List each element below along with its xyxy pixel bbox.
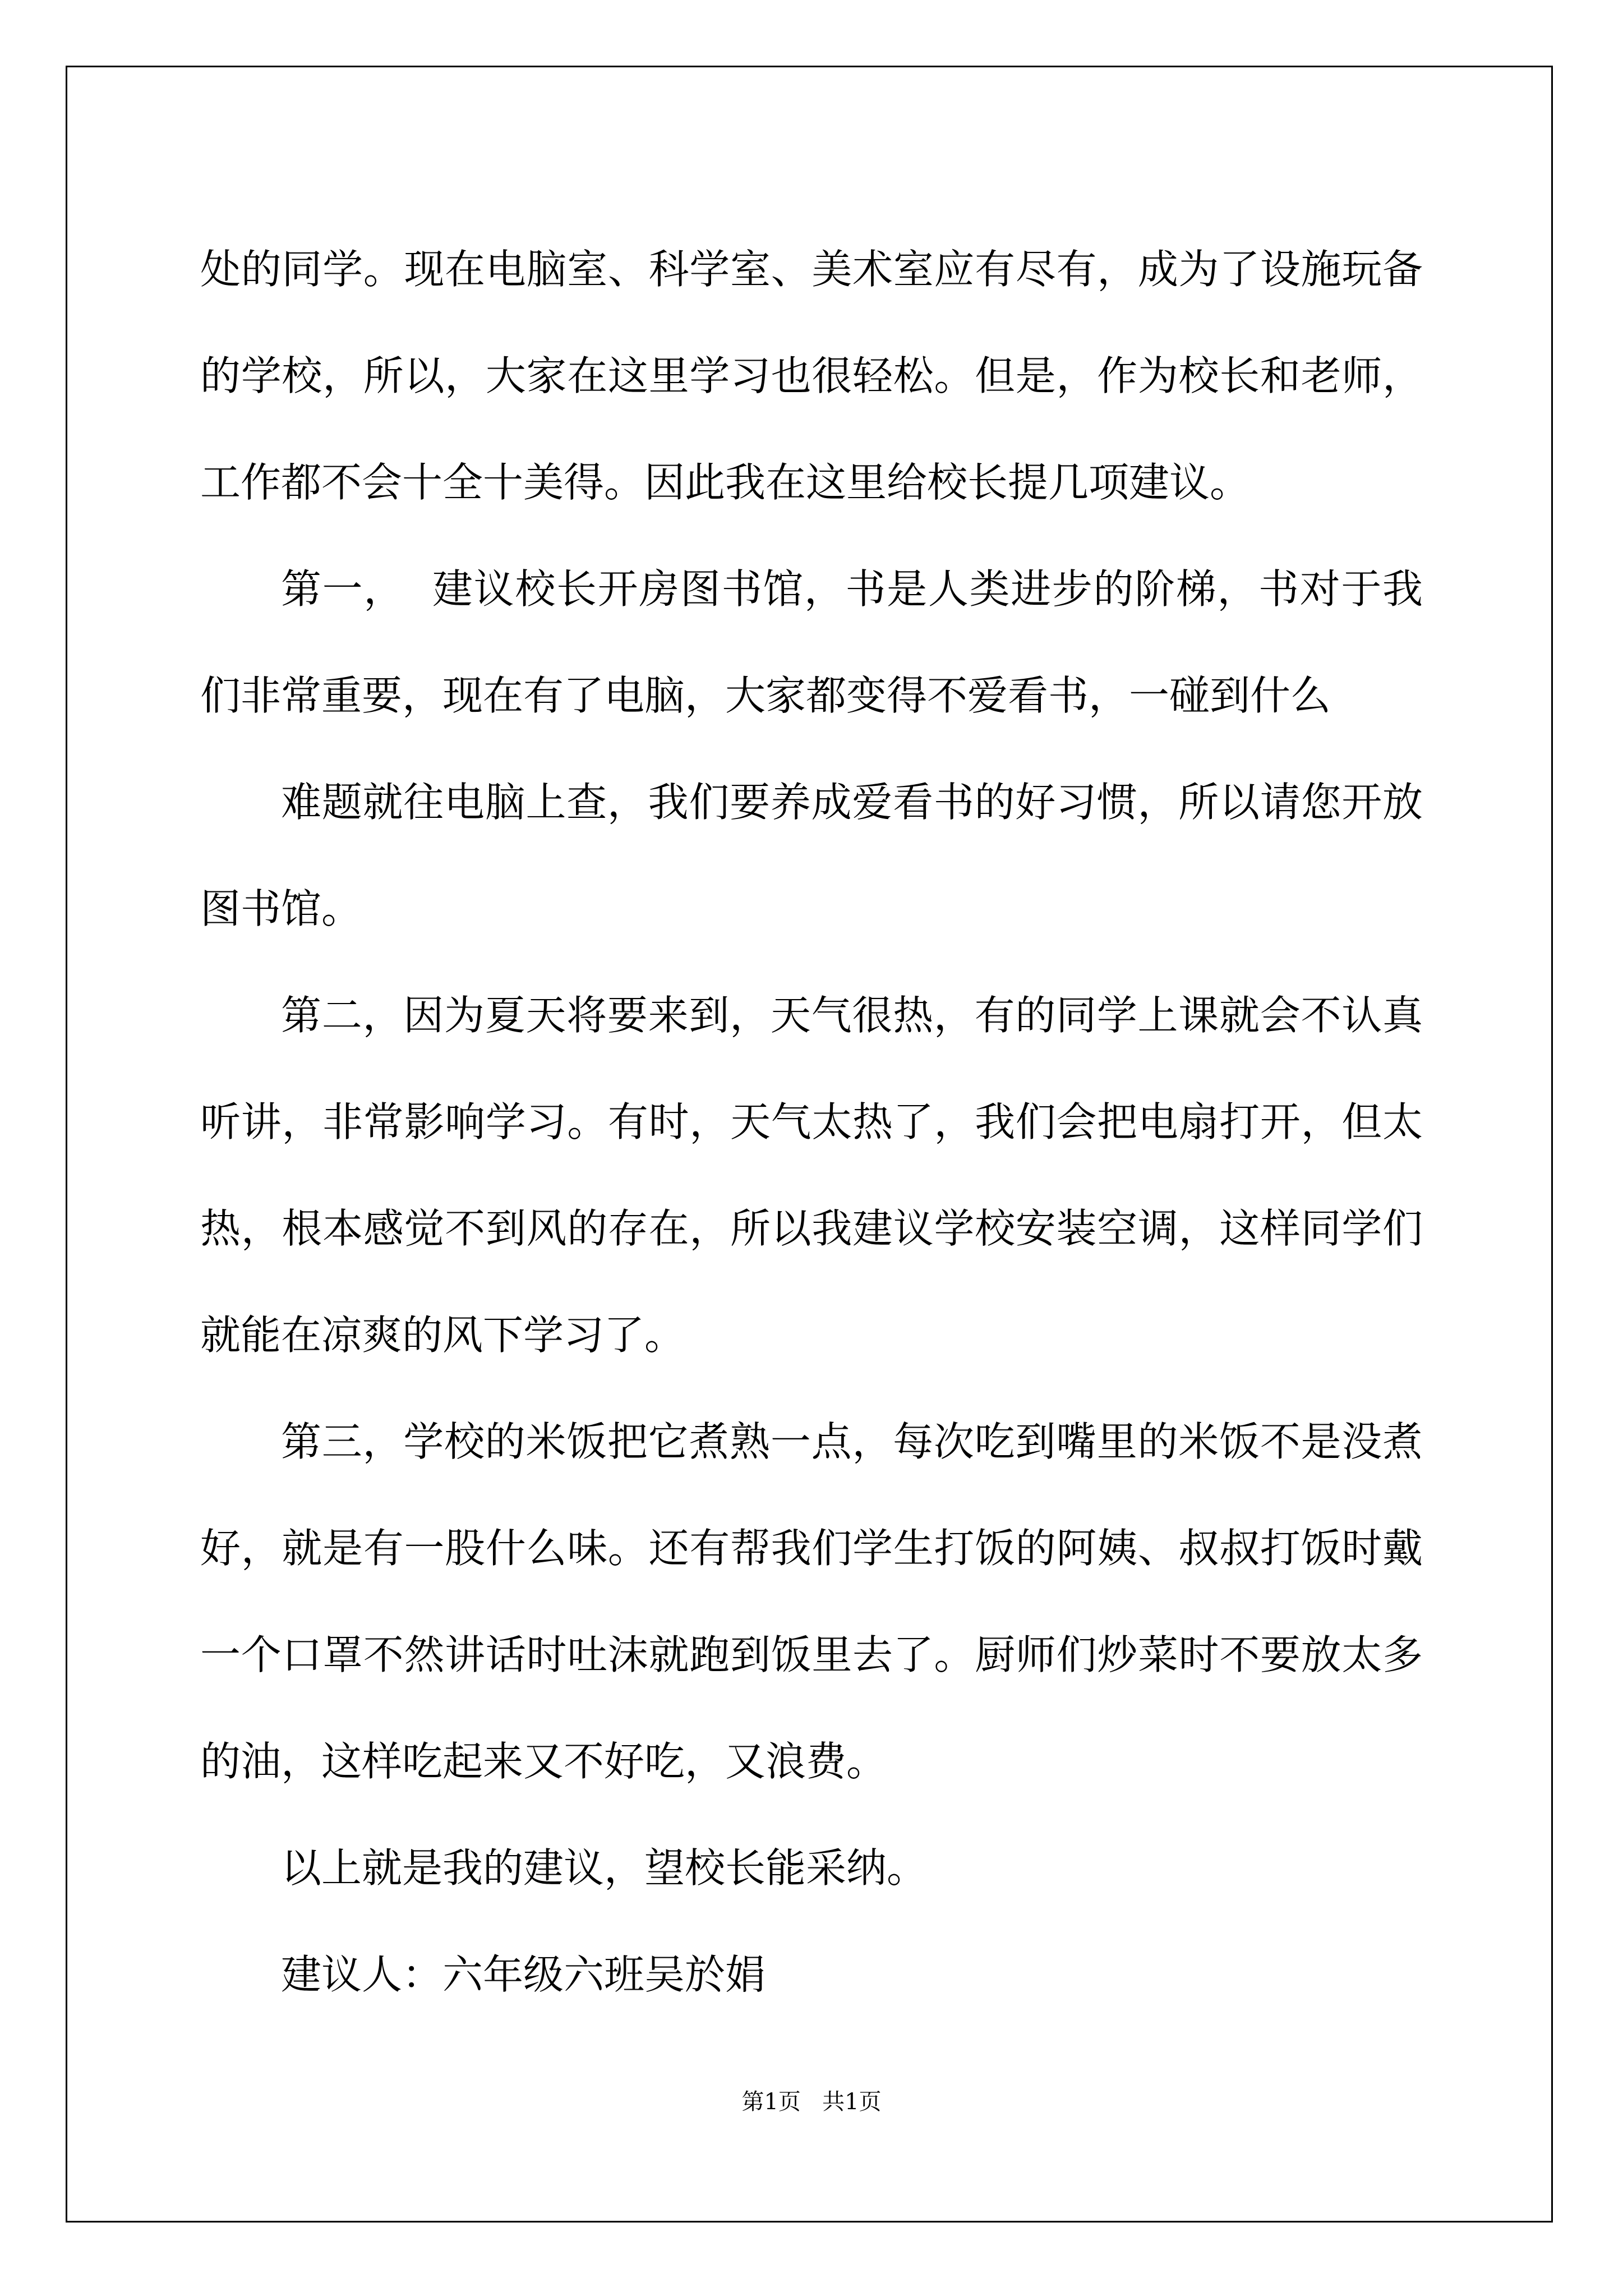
paragraph-2: 第一， 建议校长开房图书馆，书是人类进步的阶梯，书对于我们非常重要，现在有了电脑，大家都变得不爱看书，一碰到什么 [200, 565, 1423, 719]
signature-line: 建议人：六年级六班吴於娟 [281, 1951, 766, 1998]
paragraph-4: 第二，因为夏天将要来到，天气很热，有的同学上课就会不认真听讲，非常影响学习。有时，天气太热了，我们会把电扇打开，但太热，根本感觉不到风的存在，所以我建议学校安装空调，这样同学们就能在凉爽的风下学习了。 [200, 992, 1423, 1359]
page-number: 第1页 [741, 2089, 801, 2115]
page-total: 共1页 [822, 2089, 882, 2115]
paragraph-6: 以上就是我的建议，望校长能采纳。 [281, 1844, 928, 1892]
document-body [200, 216, 1423, 2028]
page-footer [0, 2084, 1623, 2116]
paragraph-3: 难题就往电脑上查，我们要养成爱看书的好习惯，所以请您开放图书馆。 [200, 779, 1423, 932]
paragraph-5: 第三，学校的米饭把它煮熟一点，每次吃到嘴里的米饭不是没煮好，就是有一股什么味。还有帮我们学生打饭的阿姨、叔叔打饭时戴一个口罩不然讲话时吐沫就跑到饭里去了。厨师们炒菜时不要放太多的油，这样吃起来又不好吃，又浪费。 [200, 1418, 1423, 1785]
paragraph-1: 处的同学。现在电脑室、科学室、美术室应有尽有，成为了设施玩备的学校，所以，大家在这里学习也很轻松。但是，作为校长和老师，工作都不会十全十美得。因此我在这里给校长提几项建议。 [200, 246, 1423, 506]
